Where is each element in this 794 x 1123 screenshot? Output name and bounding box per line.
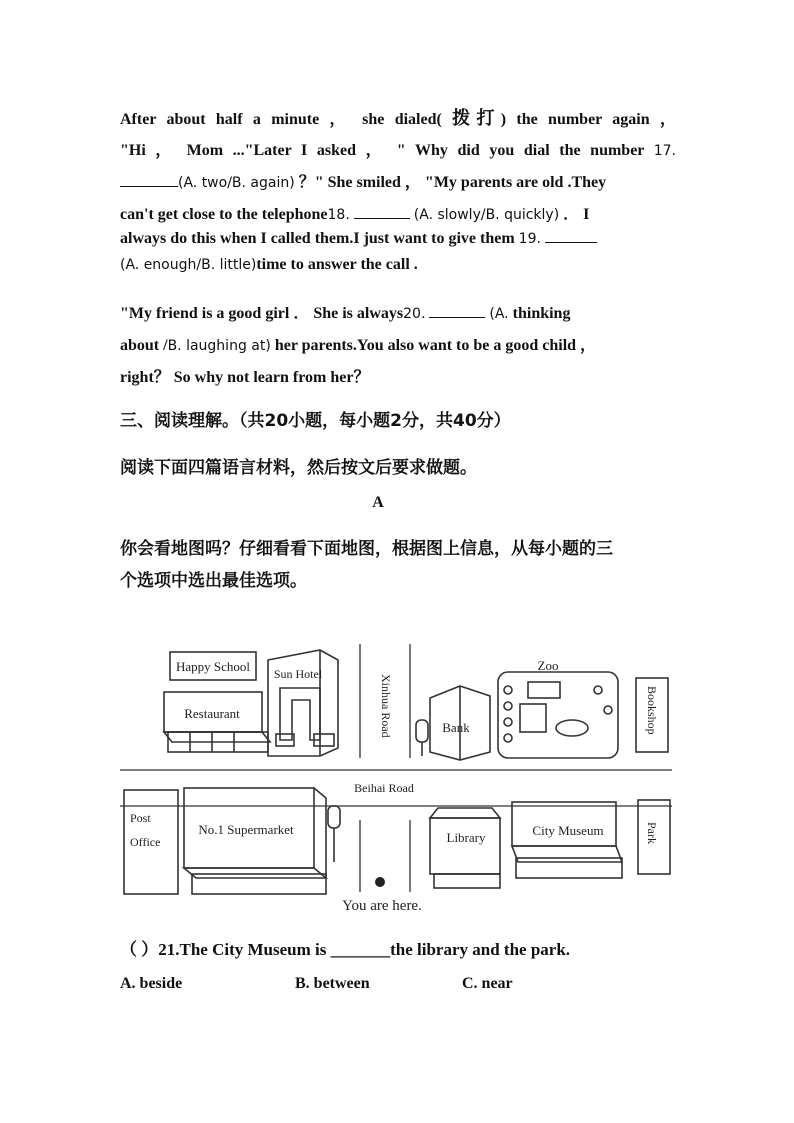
text: about / xyxy=(120,337,168,354)
town-map xyxy=(120,630,676,920)
part-label: A xyxy=(372,494,384,511)
chinese-gloss: 拨打 xyxy=(452,108,501,129)
option-b[interactable]: B. between xyxy=(295,975,370,992)
answer-paren[interactable]: （ ） xyxy=(120,940,159,959)
passage-line-1 xyxy=(120,104,676,130)
passage-line-5 xyxy=(120,228,676,248)
passage-line-3 xyxy=(120,169,676,192)
options-20-a: (A. xyxy=(489,306,509,322)
passage-line-4 xyxy=(120,201,676,224)
text: ． I xyxy=(563,206,590,223)
supermarket-building xyxy=(184,788,326,894)
section-instruction: 阅读下面四篇语言材料，然后按文后要求做题。 xyxy=(120,458,477,478)
blank-19[interactable] xyxy=(545,228,597,243)
restaurant-building xyxy=(164,692,270,752)
text: her parents.You also want to be a good child ， xyxy=(270,337,597,354)
you-are-here-dot xyxy=(375,877,385,887)
intro-line-2: 个选项中选出最佳选项。 xyxy=(120,571,307,591)
you-are-here-label: You are here. xyxy=(342,898,422,914)
intro-line-1: 你会看地图吗？仔细看看下面地图，根据图上信息，从每小题的三 xyxy=(120,539,613,559)
city-museum-label: City Museum xyxy=(532,823,604,838)
options-17: (A. two/B. again) xyxy=(178,175,295,191)
text: always do this when I called them.I just want to give them xyxy=(120,230,519,247)
options-19: (A. enough/B. little) xyxy=(120,257,257,273)
text: time to answer the call . xyxy=(256,256,418,273)
library-building xyxy=(430,808,500,888)
text: ？" She smiled ， "My parents are old .They xyxy=(294,174,607,191)
supermarket-label: No.1 Supermarket xyxy=(198,822,294,837)
text: right？ So why not learn from her？ xyxy=(120,369,370,386)
blank-20[interactable] xyxy=(429,303,485,318)
section-title: 三、阅读理解。（共20小题，每小题2分，共40分） xyxy=(120,411,511,431)
library-label: Library xyxy=(446,830,486,845)
zoo-area xyxy=(498,672,618,758)
passage-line-2 xyxy=(120,137,676,160)
passage-line-8 xyxy=(120,332,676,355)
options-18: (A. slowly/B. quickly) xyxy=(413,207,560,223)
sun-hotel-label: Sun Hotel xyxy=(273,667,323,681)
bank-label: Bank xyxy=(442,720,470,735)
park-label: Park xyxy=(645,822,659,844)
option-c[interactable]: C. near xyxy=(462,975,513,992)
text: After about half a minute ， she dialed( xyxy=(120,111,453,128)
option-a[interactable]: A. beside xyxy=(120,975,183,992)
post-office-label-2: Office xyxy=(130,835,161,849)
passage-line-9 xyxy=(120,364,676,387)
happy-school-label: Happy School xyxy=(175,659,251,674)
text: ) the number again ， xyxy=(500,111,676,128)
passage-line-7 xyxy=(120,300,676,323)
text: "My friend is a good girl ． She is always xyxy=(120,305,404,322)
question-number-18: 18. xyxy=(327,207,350,223)
text: can't get close to the telephone xyxy=(120,206,328,223)
question-number-17: 17. xyxy=(653,143,676,159)
question-text: 21.The City Museum is _______the library and the park. xyxy=(158,940,571,959)
beihai-road-label: Beihai Road xyxy=(354,781,414,795)
text: "Hi ， Mom ..."Later I asked ， " Why did you dial the number xyxy=(120,142,654,159)
text: thinking xyxy=(508,305,571,322)
restaurant-label: Restaurant xyxy=(184,706,240,721)
zoo-label: Zoo xyxy=(537,658,559,673)
question-21 xyxy=(120,935,676,960)
question-number-20: 20. xyxy=(403,306,426,322)
post-office-label-1: Post xyxy=(130,811,151,825)
blank-17[interactable] xyxy=(120,172,178,187)
question-number-19: 19. xyxy=(518,231,541,247)
sun-hotel-building xyxy=(268,650,338,756)
city-museum-building xyxy=(512,802,622,878)
passage-line-6 xyxy=(120,256,676,274)
bookshop-label: Bookshop xyxy=(645,686,659,735)
blank-18[interactable] xyxy=(354,204,410,219)
bus-stop-sign xyxy=(328,806,340,828)
xinhua-road-label: Xinhua Road xyxy=(379,674,393,738)
options-20-b: B. laughing at) xyxy=(167,338,271,354)
